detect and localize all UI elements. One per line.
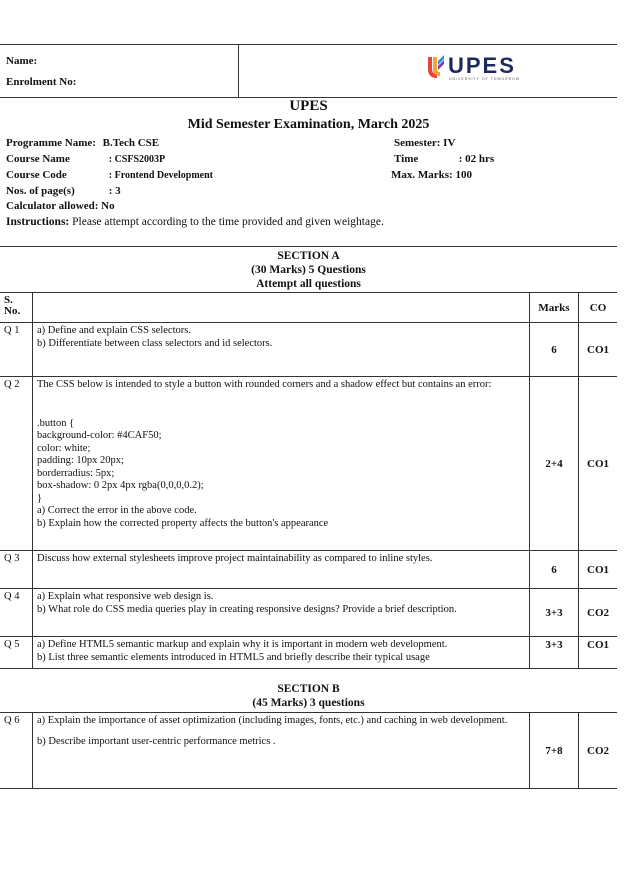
course-name-value: : CSFS2003P bbox=[108, 154, 166, 165]
question-line: a) Define and explain CSS selectors. bbox=[37, 325, 191, 336]
semester: Semester: IV bbox=[394, 137, 456, 149]
question-line: a) Explain the importance of asset optimization (including images, fonts, etc.) and caching in web development. bbox=[37, 715, 508, 726]
logo-subtext: UNIVERSITY OF TOMORROW bbox=[449, 77, 521, 81]
code-line: } bbox=[37, 492, 43, 504]
question-marks: 6 bbox=[530, 323, 579, 377]
section-b-subtitle: (45 Marks) 3 questions bbox=[252, 697, 365, 709]
question-line: b) List three semantic elements introduced in HTML5 and briefly describe their typical usage bbox=[37, 651, 430, 663]
question-marks: 2+4 bbox=[530, 377, 579, 551]
blank-line bbox=[37, 728, 525, 736]
question-co: CO1 bbox=[579, 637, 618, 669]
course-name-label: Course Name bbox=[6, 153, 70, 165]
question-line: b) Describe important user-centric performance metrics . bbox=[37, 735, 276, 747]
code-line: background-color: #4CAF50; bbox=[37, 430, 162, 441]
question-line: b) Differentiate between class selectors and id selectors. bbox=[37, 337, 273, 349]
question-line: Discuss how external stylesheets improve project maintainability as compared to inline styles. bbox=[37, 553, 433, 564]
question-line: a) Define HTML5 semantic markup and explain why it is important in modern web development. bbox=[37, 639, 448, 650]
upes-logo bbox=[426, 53, 521, 87]
programme-row bbox=[6, 137, 159, 149]
instructions bbox=[6, 216, 384, 228]
question-text bbox=[33, 713, 530, 789]
instructions-text: Please attempt according to the time provided and given weightage. bbox=[69, 216, 384, 228]
section-b-header bbox=[0, 669, 617, 713]
course-code-label: Course Code bbox=[6, 169, 67, 181]
question-marks: 6 bbox=[530, 551, 579, 589]
programme-label: Programme Name: bbox=[6, 137, 96, 149]
table-row bbox=[0, 637, 617, 669]
candidate-info-box bbox=[0, 44, 617, 98]
instructions-label: Instructions: bbox=[6, 216, 70, 228]
question-number: Q 1 bbox=[0, 323, 33, 377]
table-row bbox=[0, 323, 617, 377]
divider bbox=[238, 45, 239, 97]
question-number: Q 5 bbox=[0, 637, 33, 669]
table-header-row bbox=[0, 293, 617, 323]
course-code-value: : Frontend Development bbox=[108, 170, 213, 181]
sno-header: S. No. bbox=[0, 293, 33, 323]
table-row bbox=[0, 713, 617, 789]
co-header: CO bbox=[579, 293, 618, 323]
question-line: a) Correct the error in the above code. bbox=[37, 505, 197, 516]
question-text bbox=[33, 377, 530, 551]
logo-mark-icon bbox=[426, 55, 446, 79]
question-marks: 3+3 bbox=[530, 589, 579, 637]
question-co: CO1 bbox=[579, 377, 618, 551]
question-marks: 3+3 bbox=[530, 637, 579, 669]
question-co: CO2 bbox=[579, 589, 618, 637]
section-a-note: Attempt all questions bbox=[256, 278, 361, 290]
questions-table bbox=[0, 292, 617, 789]
question-co: CO1 bbox=[579, 551, 618, 589]
question-text bbox=[33, 551, 530, 589]
table-row bbox=[0, 551, 617, 589]
programme-value: B.Tech CSE bbox=[102, 137, 160, 149]
code-line: padding: 10px 20px; bbox=[37, 455, 124, 466]
question-number: Q 4 bbox=[0, 589, 33, 637]
course-name-row bbox=[6, 153, 165, 165]
table-row bbox=[0, 589, 617, 637]
logo-text: UPES bbox=[448, 53, 516, 78]
question-text bbox=[33, 637, 530, 669]
calculator-row: Calculator allowed: No bbox=[6, 200, 115, 212]
question-marks: 7+8 bbox=[530, 713, 579, 789]
pages-label: Nos. of page(s) bbox=[6, 185, 75, 197]
max-marks: Max. Marks: 100 bbox=[391, 169, 472, 181]
question-line: b) Explain how the corrected property affects the button's appearance bbox=[37, 517, 329, 529]
code-line: .button { bbox=[37, 417, 75, 429]
pages-row bbox=[6, 185, 121, 197]
enrolment-label: Enrolment No: bbox=[6, 76, 77, 88]
code-line: color: white; bbox=[37, 442, 91, 454]
code-line: borderradius: 5px; bbox=[37, 467, 115, 479]
question-text bbox=[33, 323, 530, 377]
table-row bbox=[0, 377, 617, 551]
question-text bbox=[33, 589, 530, 637]
blank-line bbox=[37, 392, 525, 418]
university-title: UPES bbox=[289, 98, 328, 114]
pages-value: : 3 bbox=[108, 185, 121, 197]
question-co: CO1 bbox=[579, 323, 618, 377]
question-line: a) Explain what responsive web design is. bbox=[37, 591, 214, 602]
question-line: The CSS below is intended to style a button with rounded corners and a shadow effect but contains an error: bbox=[37, 379, 492, 390]
question-number: Q 6 bbox=[0, 713, 33, 789]
name-label: Name: bbox=[6, 55, 38, 67]
marks-header: Marks bbox=[530, 293, 579, 323]
exam-header bbox=[0, 96, 617, 247]
time-row bbox=[394, 153, 494, 165]
section-a-subtitle: (30 Marks) 5 Questions bbox=[251, 264, 366, 276]
question-number: Q 3 bbox=[0, 551, 33, 589]
question-number: Q 2 bbox=[0, 377, 33, 551]
exam-title: Mid Semester Examination, March 2025 bbox=[187, 117, 430, 132]
course-code-row bbox=[6, 169, 213, 181]
question-header bbox=[33, 293, 530, 323]
section-a-title: SECTION A bbox=[277, 250, 340, 262]
section-b-title: SECTION B bbox=[277, 683, 340, 695]
question-line: b) What role do CSS media queries play in creating responsive designs? Provide a brief description. bbox=[37, 603, 457, 615]
time-value: : 02 hrs bbox=[458, 153, 495, 165]
time-label: Time bbox=[394, 153, 419, 165]
code-line: box-shadow: 0 2px 4px rgba(0,0,0,0.2); bbox=[37, 480, 204, 491]
section-a-header bbox=[0, 246, 617, 293]
question-co: CO2 bbox=[579, 713, 618, 789]
